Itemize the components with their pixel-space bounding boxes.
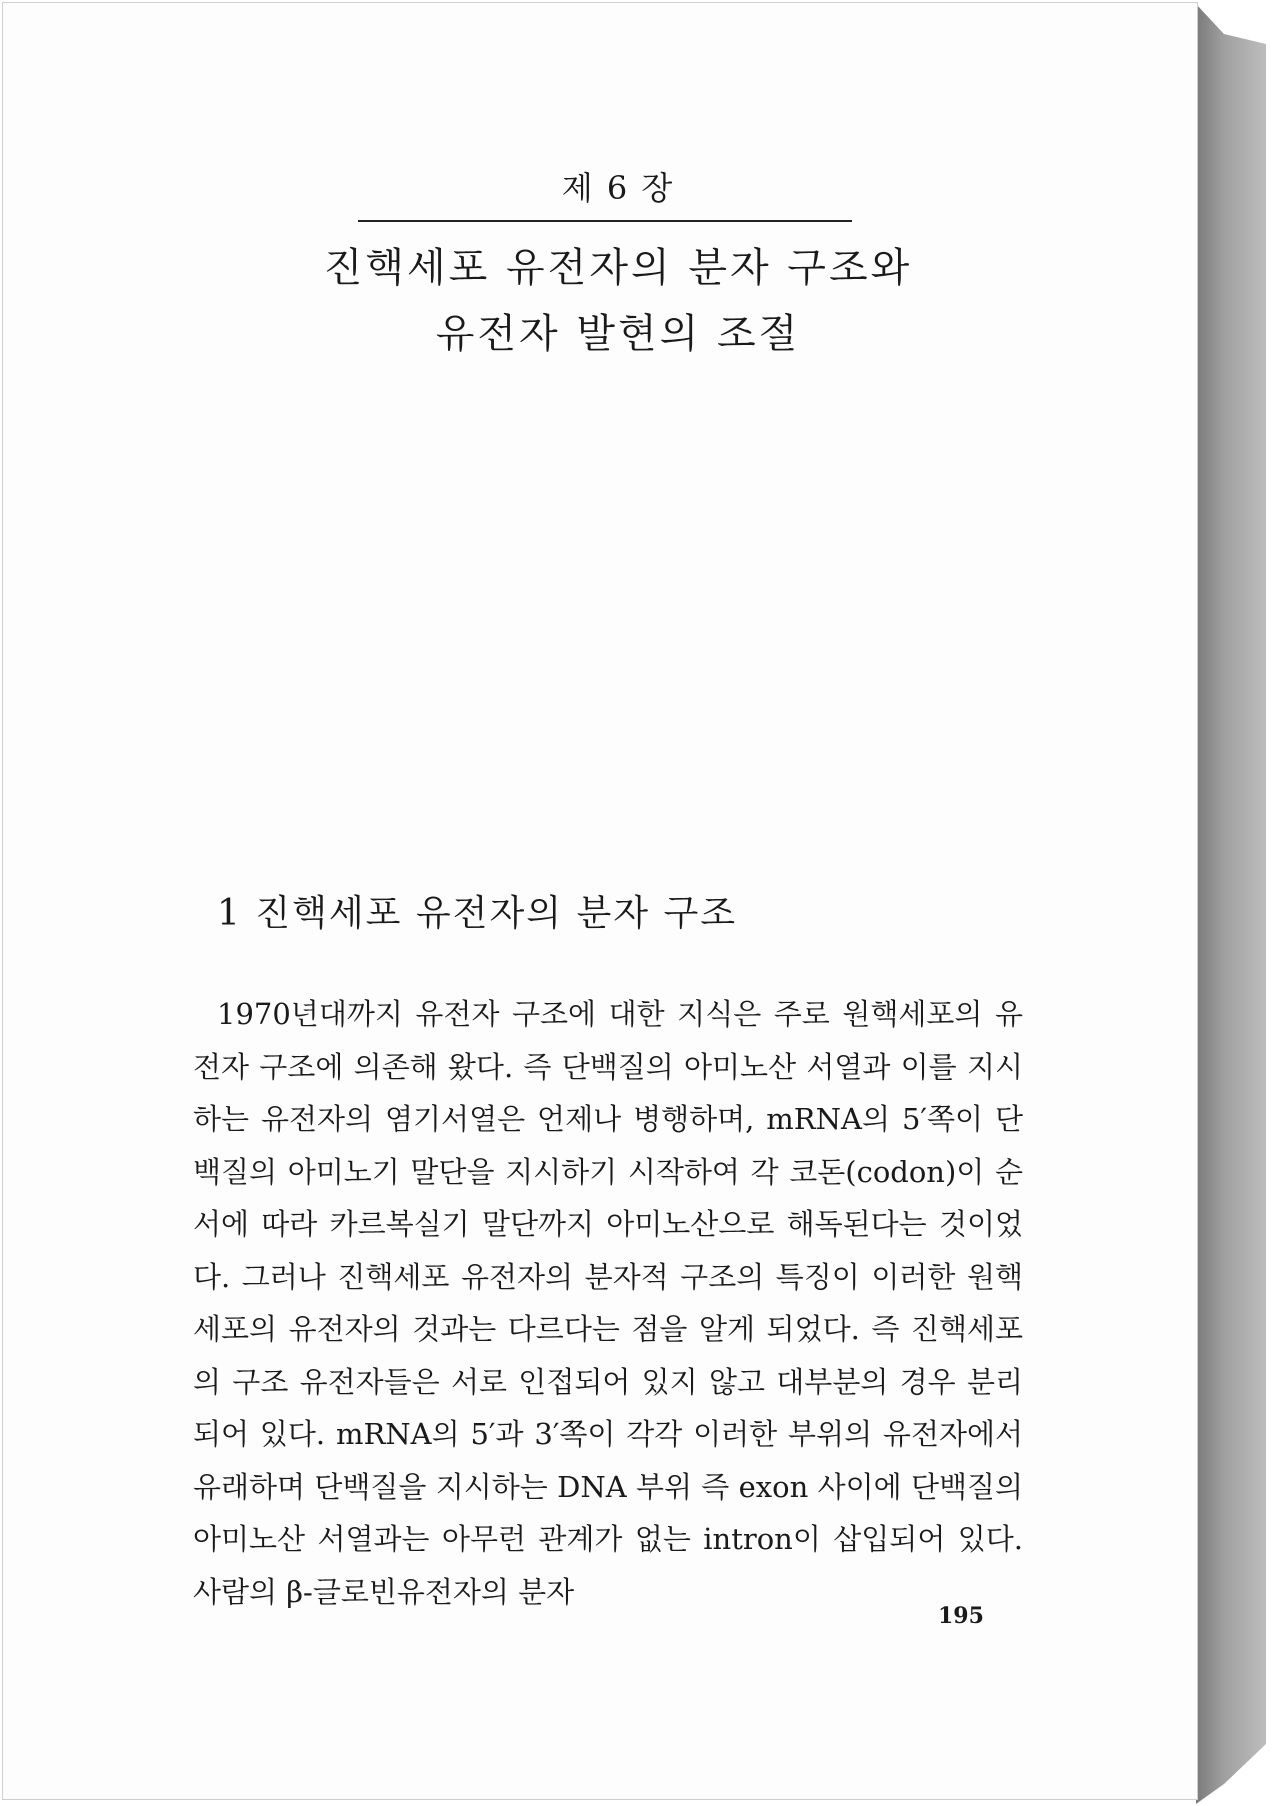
- page-number: 195: [938, 1603, 984, 1629]
- chapter-title: [3, 235, 1233, 367]
- body-paragraph: 1970년대까지 유전자 구조에 대한 지식은 주로 원핵세포의 유전자 구조에 의존해 왔다. 즉 단백질의 아미노산 서열과 이를 지시하는 유전자의 염기서열은 언제나 병행하며, mRNA의 5′쪽이 단백질의 아미노기 말단을 지시하기 시작하여 각 코돈(codon)이 순서에 따라 카르복실기 말단까지 아미노산으로 해독된다는 것이었다. 그러나 진핵세포 유전자의 분자적 구조의 특징이 이러한 원핵세포의 유전자의 것과는 다르다는 점을 알게 되었다. 즉 진핵세포의 구조 유전자들은 서로 인접되어 있지 않고 대부분의 경우 분리되어 있다. mRNA의 5′과 3′쪽이 각각 이러한 부위의 유전자에서 유래하며 단백질을 지시하는 DNA 부위 즉 exon 사이에 단백질의 아미노산 서열과는 아무런 관계가 없는 intron이 삽입되어 있다. 사람의 β-글로빈유전자의 분자: [193, 997, 1023, 1609]
- book-page: [2, 2, 1198, 1800]
- chapter-title-line-1: 진핵세포 유전자의 분자 구조와: [323, 245, 913, 291]
- chapter-label: 제 6 장: [561, 169, 675, 207]
- chapter-title-line-2: 유전자 발현의 조절: [435, 311, 801, 357]
- chapter-divider: [358, 220, 852, 222]
- section-heading: 1 진핵세포 유전자의 분자 구조: [217, 893, 737, 934]
